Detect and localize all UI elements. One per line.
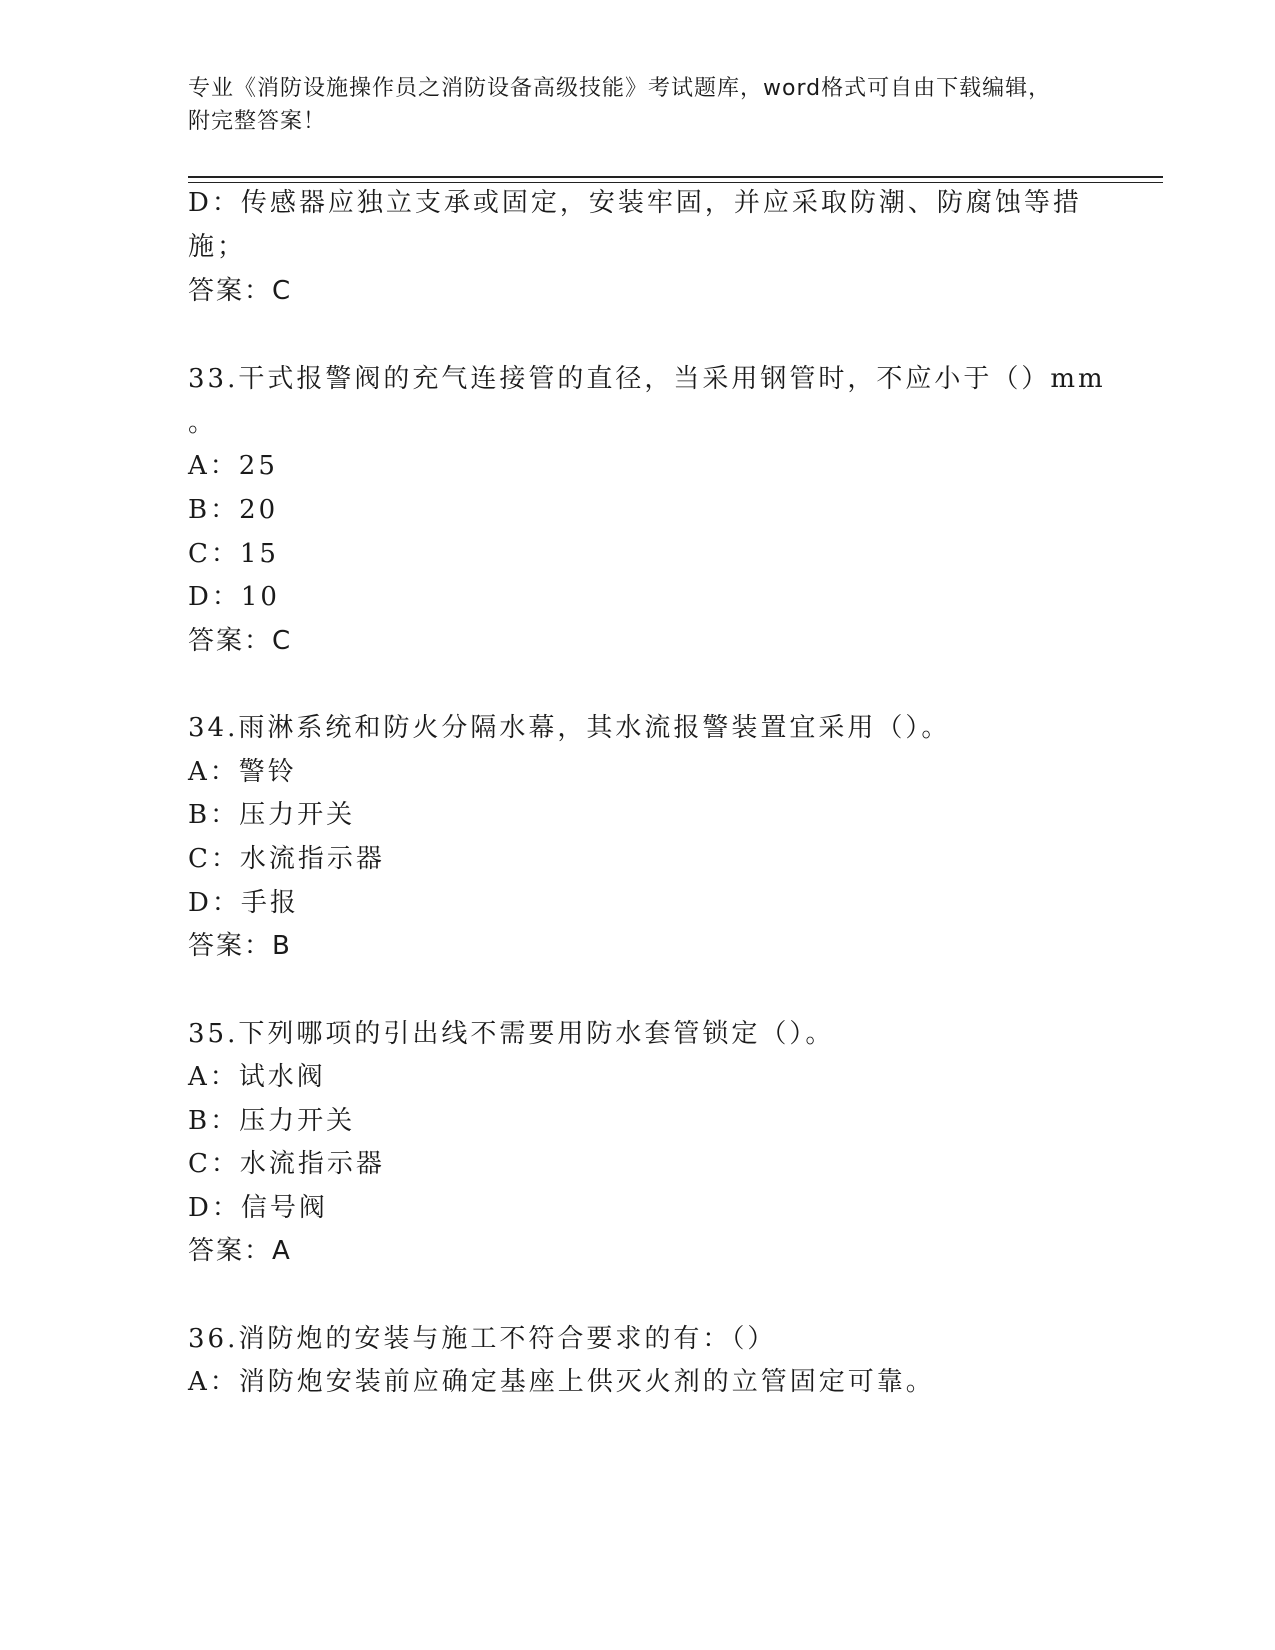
question-34-stem: 34.雨淋系统和防火分隔水幕，其水流报警装置宜采用（）。	[188, 713, 951, 743]
answer-text: 答案：C	[188, 276, 293, 306]
question-34-option-c: C：水流指示器	[188, 844, 385, 874]
question-34-option-a: A：警铃	[188, 757, 297, 787]
option-d-line2: 施；	[188, 232, 247, 262]
question-34-option-b: B：压力开关	[188, 800, 356, 830]
question-35-option-b: B：压力开关	[188, 1106, 356, 1136]
question-33-option-d: D：10	[188, 582, 280, 612]
question-35-option-a: A：试水阀	[188, 1062, 326, 1092]
question-35-stem: 35.下列哪项的引出线不需要用防水套管锁定（）。	[188, 1019, 835, 1049]
question-35-option-c: C：水流指示器	[188, 1149, 385, 1179]
question-34-option-d: D：手报	[188, 888, 299, 918]
question-33-answer: 答案：C	[188, 626, 293, 656]
question-33-stem-cont: 。	[188, 408, 218, 438]
header-divider	[188, 176, 1163, 178]
question-35-option-d: D：信号阀	[188, 1193, 328, 1223]
question-36-option-a: A：消防炮安装前应确定基座上供灭火剂的立管固定可靠。	[188, 1367, 935, 1397]
question-33-option-b: B：20	[188, 495, 279, 525]
question-33-stem: 33.干式报警阀的充气连接管的直径，当采用钢管时，不应小于（）mm	[188, 364, 1106, 394]
option-d-line1: D：传感器应独立支承或固定，安装牢固，并应采取防潮、防腐蚀等措	[188, 188, 1082, 218]
question-35-answer: 答案：A	[188, 1236, 292, 1266]
document-header: 专业《消防设施操作员之消防设备高级技能》考试题库，word格式可自由下载编辑，附完整答案！	[188, 76, 1052, 134]
question-33-option-a: A：25	[188, 451, 278, 481]
header-divider-thin	[188, 182, 1163, 183]
question-36-stem: 36.消防炮的安装与施工不符合要求的有：（）	[188, 1324, 777, 1354]
question-33-option-c: C：15	[188, 539, 279, 569]
question-34-answer: 答案：B	[188, 931, 292, 961]
